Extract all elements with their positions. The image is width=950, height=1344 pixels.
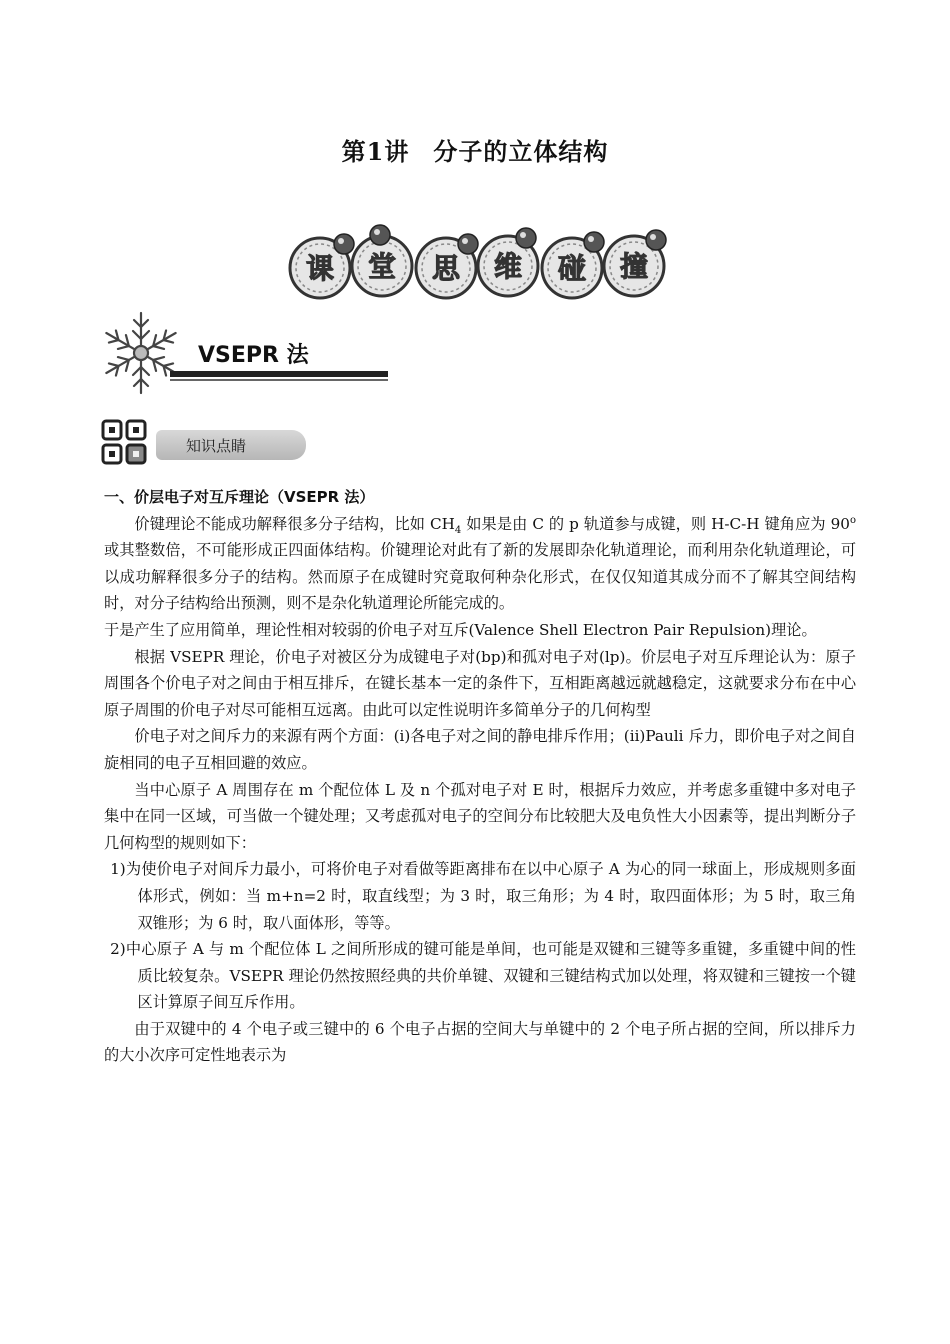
qr-icon [100,418,152,470]
banner-bubble-1 [290,234,354,298]
knowledge-tag [100,418,320,470]
banner-graphic [282,222,672,308]
banner-char-2: 堂 [367,250,397,283]
paragraph-4: 价电子对之间斥力的来源有两个方面：(i)各电子对之间的静电排斥作用；(ii)Pauli 斥力，即价电子对之间自旋相同的电子互相回避的效应。 [104,727,856,772]
paragraph-2: 于是产生了应用简单，理论性相对较弱的价电子对互斥(Valence Shell Electron Pair Repulsion)理论。 [104,620,817,639]
banner-char-6: 撞 [619,250,649,283]
section-heading [96,308,396,400]
snowflake-icon [96,308,186,398]
banner-bubble-3 [416,234,478,298]
paragraph-1-part-b: 如果是由 C 的 p 轨道参与成键，则 H-C-H 键角应为 90 [461,514,850,533]
page-title [0,132,950,167]
banner-bubble-2 [352,225,412,296]
paragraph-1-part-a: 价键理论不能成功解释很多分子结构，比如 CH [134,514,455,533]
banner-char-1: 课 [305,252,335,285]
ch4-subscript: 4 [454,524,462,536]
banner-bubble-5 [542,232,604,298]
degree-superscript: o [849,514,856,526]
banner-char-4: 维 [493,250,523,283]
banner-bubble-4 [478,228,538,296]
section-underline-thin [170,379,388,381]
knowledge-label: 知识点睛 [186,437,247,455]
paragraph-3: 根据 VSEPR 理论，价电子对被区分为成键电子对(bp)和孤对电子对(lp)。价层电子对互斥理论认为：原子周围各个价电子对之间由于相互排斥，在键长基本一定的条件下，互相距离越远就越稳定，这就要求分布在中心原子周围的价电子对尽可能相互远离。由此可以定性说明许多简单分子的几何构型 [104,647,856,719]
lecture-title: 分子的立体结构 [433,137,609,166]
rule-item-2: 2)中心原子 A 与 m 个配位体 L 之间所形成的键可能是单间，也可能是双键和三键等多重键，多重键中间的性质比较复杂。VSEPR 理论仍然按照经典的共价单键、双键和三键结构式加以处理，将双键和三键按一个键区计算原子间互斥作用。 [110,940,856,1012]
rule-item-1: 1)为使价电子对间斥力最小，可将价电子对看做等距离排布在以中心原子 A 为心的同一球面上，形成规则多面体形式，例如：当 m+n=2 时，取直线型；为 3 时，取三角形；为 4 时，取四面体形；为 5 时，取三角双锥形；为 6 时，取八面体形，等等。 [110,860,856,932]
paragraph-5: 当中心原子 A 周围存在 m 个配位体 L 及 n 个孤对电子对 E 时，根据斥力效应，并考虑多重键中多对电子集中在同一区域，可当做一个键处理；又考虑孤对电子的空间分布比较肥大及电负性大小因素等，提出判断分子几何构型的规则如下： [104,780,856,852]
banner-char-5: 碰 [557,252,587,285]
content-heading: 一、价层电子对互斥理论（VSEPR 法） [104,488,375,506]
section-underline [170,371,388,377]
paragraph-1 [104,511,856,617]
paragraph-1-part-c: 或其整数倍，不可能形成正四面体结构。价键理论对此有了新的发展即杂化轨道理论，而利用杂化轨道理论，可以成功解释很多分子的结构。然而原子在成键时究竟取何种杂化形式，在仅仅知道其成分而不了解其空间结构时，对分子结构给出预测，则不是杂化轨道理论所能完成的。 [104,541,856,613]
section-title: VSEPR 法 [198,343,309,368]
banner-char-3: 思 [431,252,461,285]
banner-bubble-6 [604,230,666,296]
lecture-number: 第1讲 [341,137,410,166]
classroom-banner [282,222,672,308]
body-content [104,484,856,1069]
paragraph-6: 由于双键中的 4 个电子或三键中的 6 个电子占据的空间大与单键中的 2 个电子所占据的空间，所以排斥力的大小次序可定性地表示为 [104,1019,856,1065]
